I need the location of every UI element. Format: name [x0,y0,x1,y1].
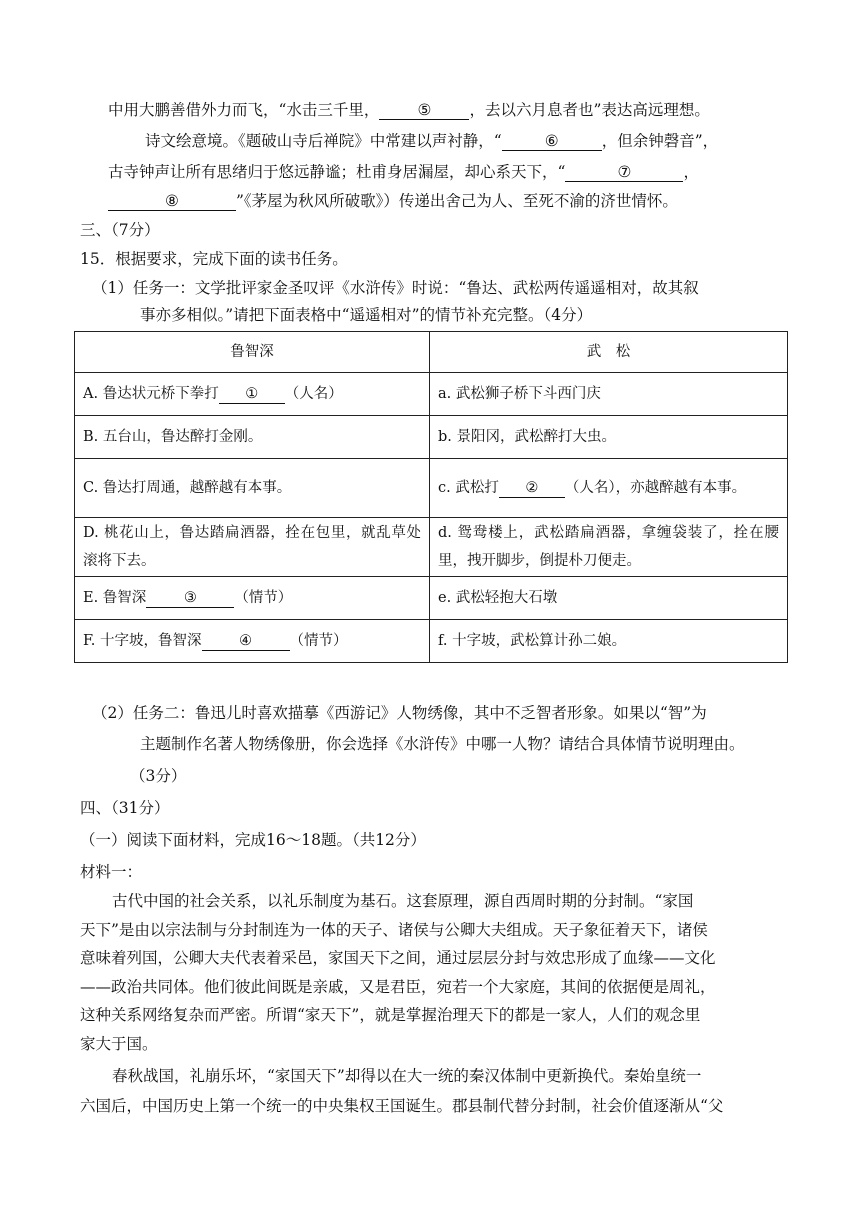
task-2-line-2: 主题制作名著人物绣像册，你会选择《水浒传》中哪一人物？请结合具体情节说明理由。 [140,735,745,753]
cell-text: （人名） [284,386,343,402]
section-4-heading: 四、（31分） [80,799,170,817]
poem-text: 诗文绘意境。《题破山寺后禅院》中常建以声衬静，“ [145,132,502,150]
table-row [75,518,788,577]
blank-number: ⑦ [617,163,632,181]
paragraph-1-line: 家大于国。 [80,1035,158,1053]
table-cell: e. 武松轻抱大石墩 [430,577,788,620]
table-cell: d. 鸳鸯楼上，武松踏扁酒器，拿缠袋装了，拴在腰里，拽开脚步，倒提朴刀便走。 [430,518,788,577]
poem-text: ， [683,163,699,181]
cell-text: （情节） [289,633,348,649]
cell-text: A. 鲁达状元桥下拳打 [83,386,219,402]
answer-blank-2[interactable] [499,479,565,498]
poem-text: ”《茅屋为秋风所破歌》）传递出舍己为人、至死不渝的济世情怀。 [236,192,678,210]
material-1-label: 材料一： [80,863,143,881]
answer-blank-6[interactable] [502,132,602,151]
blank-number: ⑤ [417,101,432,119]
table-row [75,459,788,518]
cell-text: F. 十字坡，鲁智深 [83,633,202,649]
blank-number: ⑧ [165,192,179,210]
cell-text: （情节） [234,590,293,606]
table-row [75,373,788,416]
table-cell: f. 十字坡，武松算计孙二娘。 [430,620,788,663]
section-3-heading: 三、（7分） [80,221,160,239]
answer-blank-3[interactable] [146,589,234,608]
paragraph-2-line: 春秋战国，礼崩乐坏，“家国天下”却得以在大一统的秦汉体制中更新换代。秦始皇统一 [112,1067,702,1085]
header-wu-song: 武 松 [430,332,788,373]
poem-text: 古寺钟声让所有思绪归于悠远静谧；杜甫身居漏屋，却心系天下，“ [108,163,566,181]
answer-blank-1[interactable] [219,385,285,404]
table-cell [75,577,430,620]
table-row [75,620,788,663]
paragraph-1-line: 这种关系网络复杂而严密。所谓“家天下”，就是掌握治理天下的都是一家人，人们的观念里 [80,1006,701,1024]
poem-line-3 [108,161,699,183]
table-cell: C. 鲁达打周通，越醉越有本事。 [75,459,430,518]
poem-text: 中用大鹏善借外力而飞，“水击三千里， [108,101,380,119]
blank-number: ② [525,480,539,496]
task-1-line-2: 事亦多相似。”请把下面表格中“遥遥相对”的情节补充完整。（4分） [140,306,593,324]
paragraph-1-line: 古代中国的社会关系，以礼乐制度为基石。这套原理，源自西周时期的分封制。“家国 [112,892,694,910]
paragraph-1-line: ——政治共同体。他们彼此间既是亲戚，又是君臣，宛若一个大家庭，其间的依据便是周礼， [80,978,716,996]
task-2-line-3: （3分） [130,767,187,785]
table-cell: b. 景阳冈，武松醉打大虫。 [430,416,788,459]
cell-text: E. 鲁智深 [83,590,147,606]
poem-text: ，但余钟磬音”， [601,132,719,150]
table-cell: a. 武松狮子桥下斗西门庆 [430,373,788,416]
paragraph-1-line: 意味着列国，公卿大夫代表着采邑，家国天下之间，通过层层分封与效忠形成了血缘——文化 [80,949,716,967]
table-row [75,416,788,459]
table-cell: D. 桃花山上，鲁达踏扁酒器，拴在包里，就乱草处滚将下去。 [75,518,430,577]
header-lu-zhishen: 鲁智深 [75,332,430,373]
poem-line-1 [108,99,710,121]
sub-question-heading: （一）阅读下面材料，完成16～18题。（共12分） [80,831,426,849]
question-15: 15．根据要求，完成下面的读书任务。 [80,250,348,268]
blank-number: ⑥ [544,132,559,150]
poem-line-2 [145,130,718,152]
cell-text: （人名），亦越醉越有本事。 [564,480,747,496]
table-row [75,577,788,620]
reading-table [74,331,788,663]
poem-text: ，去以六月息者也”表达高远理想。 [469,101,710,119]
answer-blank-5[interactable] [379,101,469,120]
paragraph-1-line: 天下”是由以宗法制与分封制连为一体的天子、诸侯与公卿大夫组成。天子象征着天下，诸侯 [80,921,708,939]
cell-text: c. 武松打 [438,480,499,496]
blank-number: ④ [239,633,253,649]
table-cell [430,459,788,518]
answer-blank-7[interactable] [565,163,683,182]
blank-number: ① [245,386,259,402]
table-cell [75,373,430,416]
poem-line-4 [108,190,678,212]
answer-blank-4[interactable] [202,632,290,651]
task-2-line-1: （2）任务二：鲁迅儿时喜欢描摹《西游记》人物绣像，其中不乏智者形象。如果以“智”为 [92,704,707,722]
table-cell [75,620,430,663]
answer-blank-8[interactable] [108,192,236,211]
table-header-row [75,332,788,373]
task-1-line-1: （1）任务一：文学批评家金圣叹评《水浒传》时说：“鲁达、武松两传遥遥相对，故其叙 [92,279,699,297]
table-cell: B. 五台山，鲁达醉打金刚。 [75,416,430,459]
paragraph-2-line: 六国后，中国历史上第一个统一的中央集权王国诞生。郡县制代替分封制，社会价值逐渐从“父 [80,1097,724,1115]
blank-number: ③ [183,590,197,606]
